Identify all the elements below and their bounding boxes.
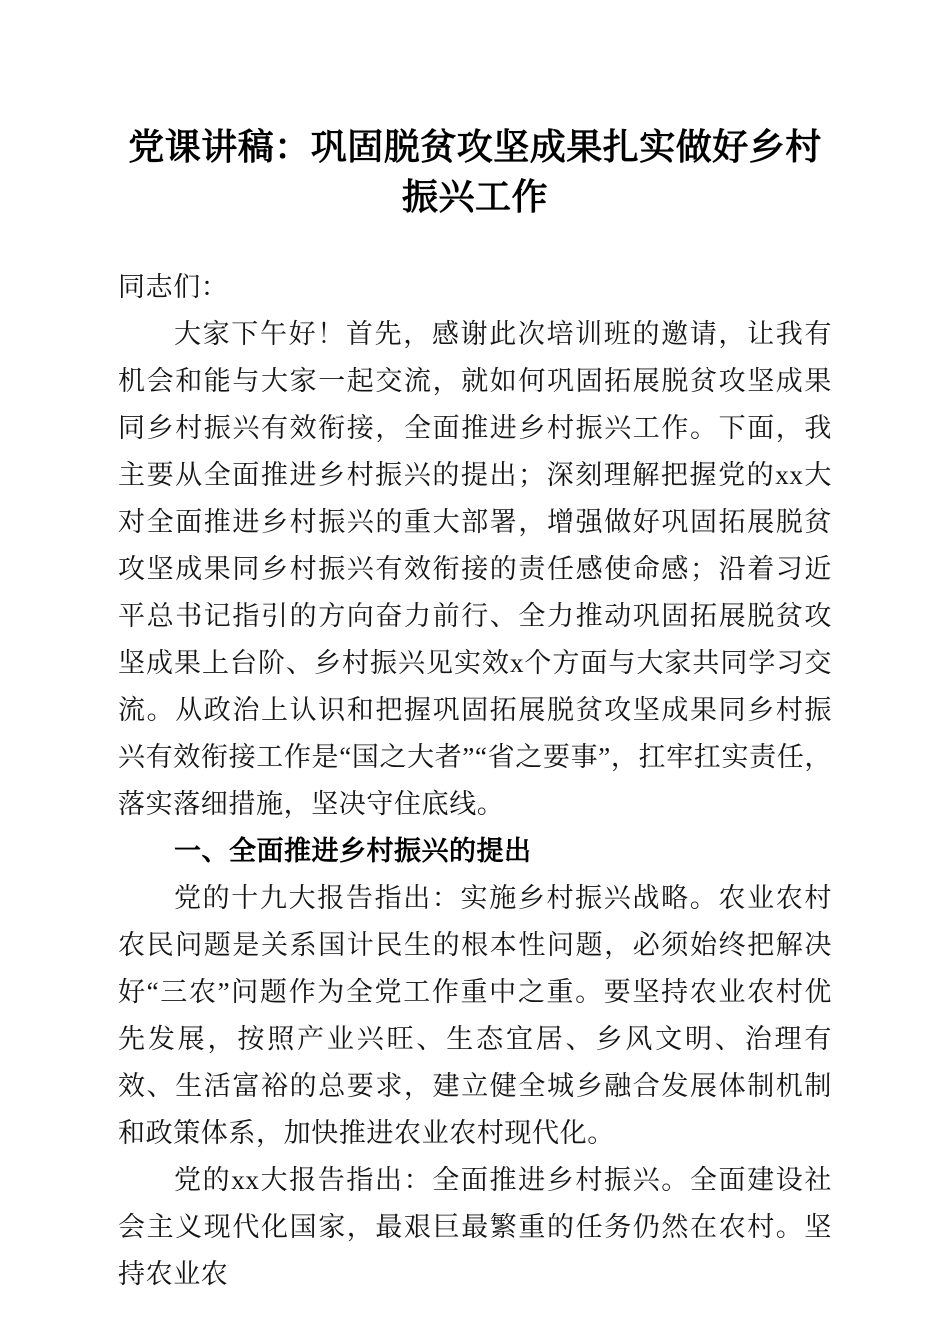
document-body	[118, 264, 832, 1298]
salutation-line: 同志们：	[118, 272, 229, 302]
section-heading-1: 一、全面推进乡村振兴的提出	[174, 836, 532, 866]
paragraph-intro: 大家下午好！首先，感谢此次培训班的邀请，让我有机会和能与大家一起交流，就如何巩固拓展脱贫攻坚成果同乡村振兴有效衔接，全面推进乡村振兴工作。下面，我主要从全面推进乡村振兴的提出；深刻理解把握党的xx大对全面推进乡村振兴的重大部署，增强做好巩固拓展脱贫攻坚成果同乡村振兴有效衔接的责任感使命感；沿着习近平总书记指引的方向奋力前行、全力推动巩固拓展脱贫攻坚成果上台阶、乡村振兴见实效x个方面与大家共同学习交流。从政治上认识和把握巩固拓展脱贫攻坚成果同乡村振兴有效衔接工作是“国之大者”“省之要事”，扛牢扛实责任，落实落细措施，坚决守住底线。	[118, 319, 832, 819]
paragraph-xx-congress: 党的xx大报告指出：全面推进乡村振兴。全面建设社会主义现代化国家，最艰巨最繁重的任务仍然在农村。坚持农业农	[118, 1165, 832, 1289]
paragraph-19th-congress: 党的十九大报告指出：实施乡村振兴战略。农业农村农民问题是关系国计民生的根本性问题，必须始终把解决好“三农”问题作为全党工作重中之重。要坚持农业农村优先发展，按照产业兴旺、生态宜居、乡风文明、治理有效、生活富裕的总要求，建立健全城乡融合发展体制机制和政策体系，加快推进农业农村现代化。	[118, 883, 832, 1148]
page-title: 党课讲稿：巩固脱贫攻坚成果扎实做好乡村振兴工作	[128, 127, 822, 217]
document-content	[118, 0, 832, 1298]
